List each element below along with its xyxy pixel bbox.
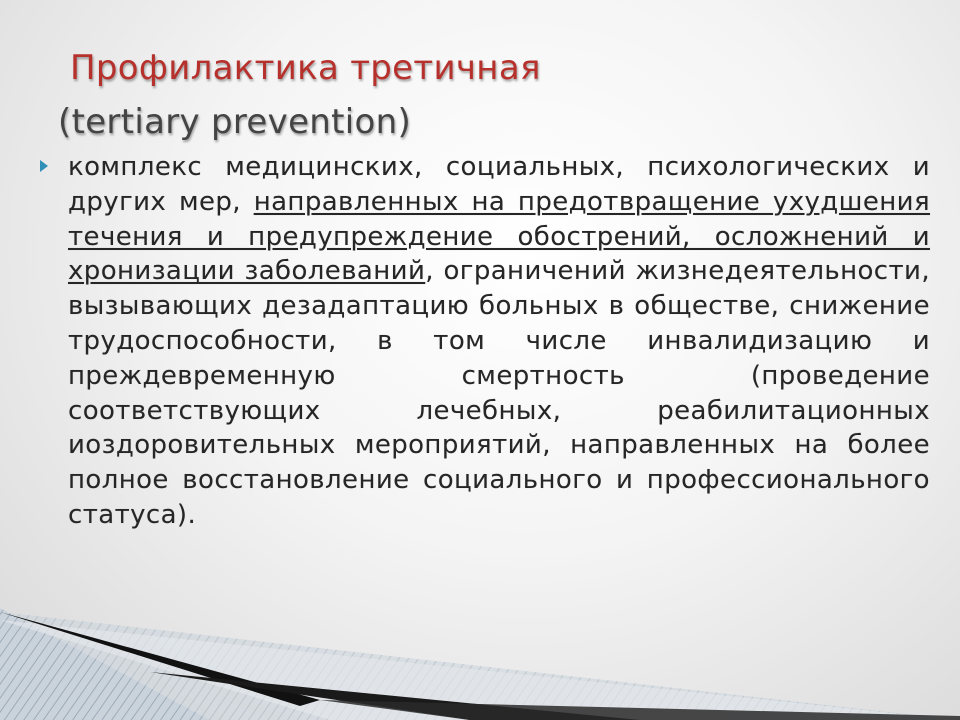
bullet-arrow-icon — [40, 160, 48, 172]
slide-title: Профилактика третичная — [70, 48, 541, 88]
bullet-text-part1: комплекс медицинских, социальных, психологических и других мер, — [68, 152, 930, 217]
slide-subtitle: (tertiary prevention) — [58, 102, 412, 142]
bullet-text-part2: , ограничений жизнедеятельности, вызывающих дезадаптацию больных в обществе, снижение трудоспособности, в том числе инвалидизацию и преждевременную смертность (проведение соответствующих лечебных, реабилитационных иоздоровительных мероприятий, направленных на более полное восстановление социального и профессионального статуса). — [68, 256, 930, 530]
bullet-text — [68, 150, 930, 533]
bullet-text-underlined: направленных на предотвращение ухудшения течения и предупреждение обострений, осложнений и хронизации заболеваний — [68, 186, 930, 287]
